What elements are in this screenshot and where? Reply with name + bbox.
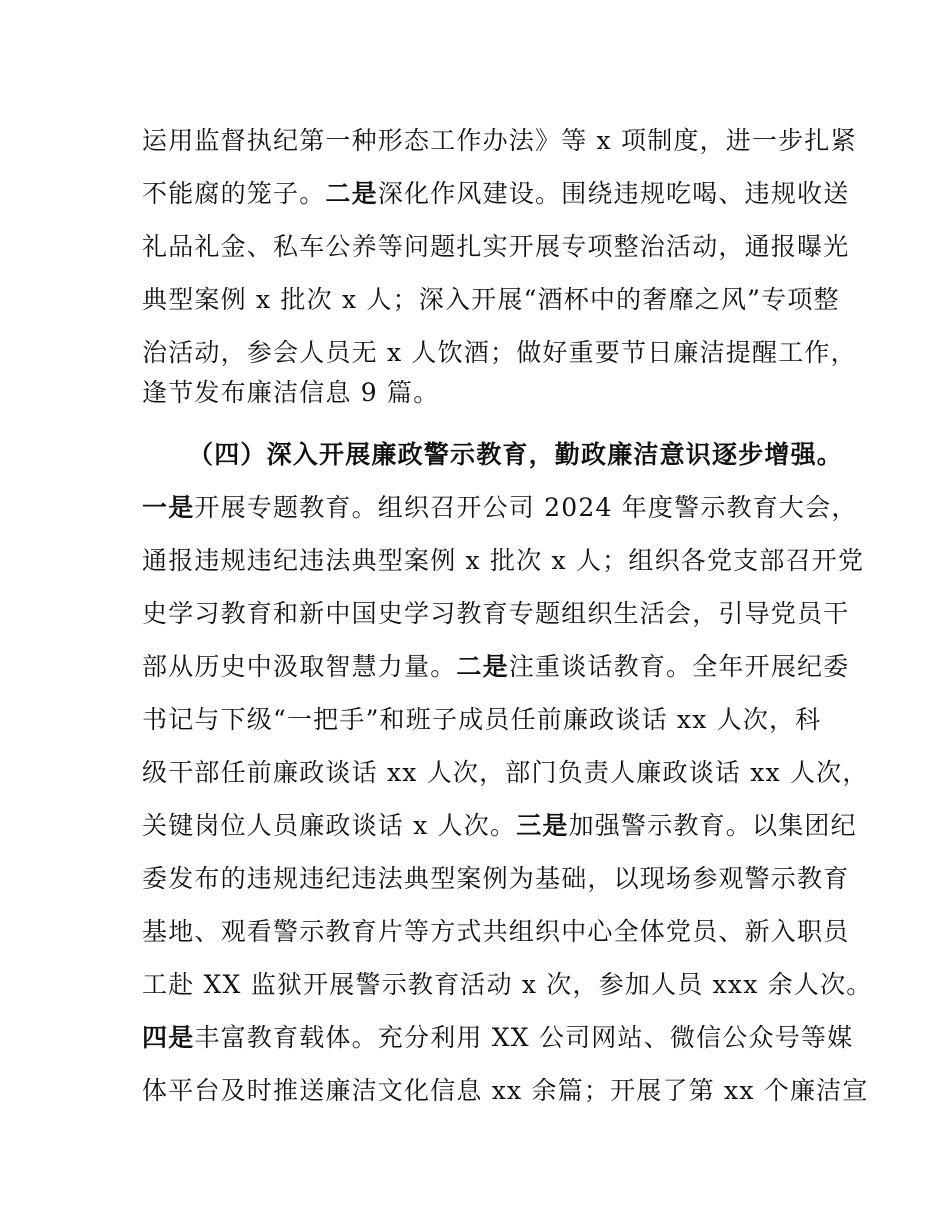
text-line: [142, 758, 869, 788]
text-line: [142, 179, 850, 209]
text-segment: 史学习教育和新中国史学习教育专题组织生活会，引导党员干: [142, 599, 850, 628]
text-segment: 逢节发布廉洁信息 9 篇。: [142, 378, 440, 407]
text-segment: 书记与下级“一把手”和班子成员任前廉政谈话 xx 人次，科: [142, 705, 822, 734]
text-segment: 不能腐的笼子。: [142, 179, 326, 208]
text-segment: 部从历史中汲取智慧力量。: [142, 652, 457, 681]
bold-lead: 三是: [516, 811, 569, 840]
text-segment: 运用监督执纪第一种形态工作办法》等 x 项制度，进一步扎紧: [142, 126, 857, 155]
bold-lead: 二是: [325, 179, 378, 208]
text-line: [142, 378, 812, 408]
text-line: [142, 1023, 854, 1053]
section-heading: [188, 440, 844, 470]
text-segment: 级干部任前廉政谈话 xx 人次，部门负责人廉政谈话 xx 人次，: [142, 758, 869, 787]
bold-lead: 四是: [142, 1023, 195, 1052]
text-line: [142, 126, 857, 156]
text-segment: 深化作风建设。围绕违规吃喝、违规收送: [377, 179, 850, 208]
text-segment: 典型案例 x 批次 x 人；深入开展“酒杯中的奢靡之风”专项整: [142, 285, 840, 314]
text-line: [142, 917, 850, 947]
text-line: [142, 285, 840, 315]
text-line: [142, 232, 850, 262]
text-segment: 加强警示教育。以集团纪: [568, 811, 857, 840]
text-segment: 注重谈话教育。全年开展纪委: [508, 652, 850, 681]
heading-text: （四）深入开展廉政警示教育，勤政廉洁意识逐步增强。: [188, 440, 844, 469]
text-line: [142, 970, 873, 1000]
text-line: [142, 493, 858, 523]
text-line: [142, 652, 850, 682]
text-segment: 基地、观看警示教育片等方式共组织中心全体党员、新入职员: [142, 917, 850, 946]
text-segment: 开展专题教育。组织召开公司 2024 年度警示教育大会，: [194, 493, 858, 522]
text-segment: 委发布的违规违纪违法典型案例为基础，以现场参观警示教育: [142, 864, 850, 893]
text-segment: 通报违规违纪违法典型案例 x 批次 x 人；组织各党支部召开党: [142, 546, 865, 575]
bold-lead: 二是: [456, 652, 509, 681]
text-segment: 礼品礼金、私车公养等问题扎实开展专项整治活动，通报曝光: [142, 232, 850, 261]
text-line: [142, 546, 865, 576]
text-line: [142, 811, 857, 841]
text-line: [142, 599, 850, 629]
text-segment: 工赴 XX 监狱开展警示教育活动 x 次，参加人员 xxx 余人次。: [142, 970, 873, 999]
bold-lead: 一是: [142, 493, 195, 522]
text-line: [142, 338, 857, 368]
text-segment: 治活动，参会人员无 x 人饮酒；做好重要节日廉洁提醒工作，: [142, 338, 857, 367]
text-line: [142, 705, 822, 735]
text-line: [142, 1076, 869, 1106]
text-segment: 体平台及时推送廉洁文化信息 xx 余篇；开展了第 xx 个廉洁宣: [142, 1076, 869, 1105]
text-segment: 关键岗位人员廉政谈话 x 人次。: [142, 811, 517, 840]
text-line: [142, 864, 850, 894]
text-segment: 丰富教育载体。充分利用 XX 公司网站、微信公众号等媒: [194, 1023, 854, 1052]
